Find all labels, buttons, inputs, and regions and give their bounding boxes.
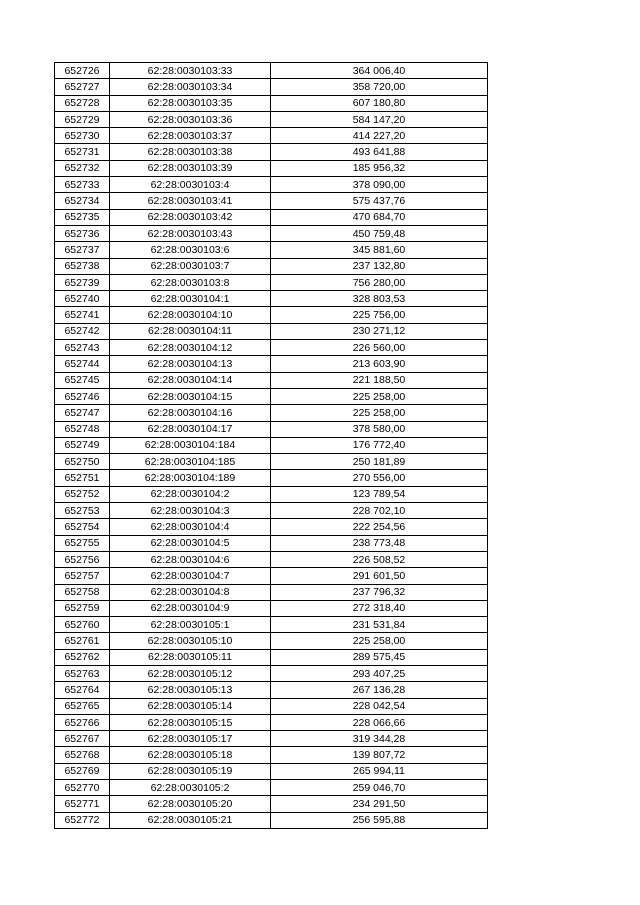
table-row: [55, 225, 488, 241]
row-number-cell: 652755: [55, 535, 110, 551]
cadastral-value-cell: 270 556,00: [271, 470, 488, 486]
cadastral-value-cell: 228 702,10: [271, 503, 488, 519]
cadastral-value-cell: 345 881,60: [271, 242, 488, 258]
cadastral-value-cell: 364 006,40: [271, 63, 488, 79]
row-number-cell: 652757: [55, 568, 110, 584]
cadastral-number-cell: 62:28:0030103:42: [110, 209, 271, 225]
table-row: [55, 568, 488, 584]
cadastral-number-cell: 62:28:0030104:1: [110, 291, 271, 307]
cadastral-number-cell: 62:28:0030103:33: [110, 63, 271, 79]
row-number-cell: 652745: [55, 372, 110, 388]
cadastral-number-cell: 62:28:0030103:6: [110, 242, 271, 258]
row-number-cell: 652756: [55, 551, 110, 567]
cadastral-number-cell: 62:28:0030104:17: [110, 421, 271, 437]
cadastral-value-cell: 176 772,40: [271, 437, 488, 453]
table-row: [55, 111, 488, 127]
row-number-cell: 652754: [55, 519, 110, 535]
cadastral-number-cell: 62:28:0030104:5: [110, 535, 271, 551]
cadastral-value-cell: 265 994,11: [271, 763, 488, 779]
cadastral-value-cell: 226 508,52: [271, 551, 488, 567]
row-number-cell: 652771: [55, 796, 110, 812]
table-row: [55, 274, 488, 290]
cadastral-number-cell: 62:28:0030105:11: [110, 649, 271, 665]
cadastral-number-cell: 62:28:0030103:37: [110, 128, 271, 144]
cadastral-number-cell: 62:28:0030104:10: [110, 307, 271, 323]
row-number-cell: 652727: [55, 79, 110, 95]
cadastral-number-cell: 62:28:0030104:8: [110, 584, 271, 600]
table-row: [55, 617, 488, 633]
table-row: [55, 323, 488, 339]
table-row: [55, 714, 488, 730]
table-row: [55, 486, 488, 502]
cadastral-value-cell: 221 188,50: [271, 372, 488, 388]
table-row: [55, 95, 488, 111]
table-row: [55, 160, 488, 176]
table-row: [55, 470, 488, 486]
row-number-cell: 652743: [55, 340, 110, 356]
row-number-cell: 652751: [55, 470, 110, 486]
row-number-cell: 652728: [55, 95, 110, 111]
cadastral-number-cell: 62:28:0030104:9: [110, 600, 271, 616]
cadastral-value-cell: 291 601,50: [271, 568, 488, 584]
row-number-cell: 652767: [55, 731, 110, 747]
row-number-cell: 652770: [55, 780, 110, 796]
cadastral-value-cell: 256 595,88: [271, 812, 488, 828]
cadastral-number-cell: 62:28:0030104:11: [110, 323, 271, 339]
table-row: [55, 780, 488, 796]
cadastral-number-cell: 62:28:0030103:38: [110, 144, 271, 160]
cadastral-value-cell: 250 181,89: [271, 454, 488, 470]
cadastral-number-cell: 62:28:0030103:36: [110, 111, 271, 127]
cadastral-number-cell: 62:28:0030104:3: [110, 503, 271, 519]
cadastral-number-cell: 62:28:0030105:17: [110, 731, 271, 747]
row-number-cell: 652734: [55, 193, 110, 209]
cadastral-value-cell: 123 789,54: [271, 486, 488, 502]
cadastral-number-cell: 62:28:0030105:20: [110, 796, 271, 812]
row-number-cell: 652744: [55, 356, 110, 372]
cadastral-number-cell: 62:28:0030105:14: [110, 698, 271, 714]
cadastral-value-cell: 231 531,84: [271, 617, 488, 633]
table-row: [55, 128, 488, 144]
cadastral-value-cell: 378 090,00: [271, 177, 488, 193]
row-number-cell: 652732: [55, 160, 110, 176]
table-row: [55, 600, 488, 616]
cadastral-number-cell: 62:28:0030104:185: [110, 454, 271, 470]
cadastral-number-cell: 62:28:0030105:1: [110, 617, 271, 633]
row-number-cell: 652749: [55, 437, 110, 453]
cadastral-number-cell: 62:28:0030104:14: [110, 372, 271, 388]
row-number-cell: 652740: [55, 291, 110, 307]
cadastral-number-cell: 62:28:0030104:4: [110, 519, 271, 535]
cadastral-value-cell: 259 046,70: [271, 780, 488, 796]
table-row: [55, 535, 488, 551]
cadastral-number-cell: 62:28:0030104:189: [110, 470, 271, 486]
row-number-cell: 652760: [55, 617, 110, 633]
cadastral-value-cell: 225 258,00: [271, 405, 488, 421]
cadastral-value-cell: 293 407,25: [271, 665, 488, 681]
table-row: [55, 340, 488, 356]
table-row: [55, 747, 488, 763]
cadastral-number-cell: 62:28:0030105:21: [110, 812, 271, 828]
row-number-cell: 652752: [55, 486, 110, 502]
cadastral-value-cell: 493 641,88: [271, 144, 488, 160]
cadastral-number-cell: 62:28:0030103:34: [110, 79, 271, 95]
cadastral-number-cell: 62:28:0030105:2: [110, 780, 271, 796]
row-number-cell: 652746: [55, 388, 110, 404]
row-number-cell: 652735: [55, 209, 110, 225]
row-number-cell: 652750: [55, 454, 110, 470]
row-number-cell: 652772: [55, 812, 110, 828]
cadastral-value-cell: 225 258,00: [271, 633, 488, 649]
cadastral-value-cell: 328 803,53: [271, 291, 488, 307]
table-row: [55, 519, 488, 535]
cadastral-value-cell: 230 271,12: [271, 323, 488, 339]
cadastral-value-cell: 225 258,00: [271, 388, 488, 404]
row-number-cell: 652731: [55, 144, 110, 160]
row-number-cell: 652765: [55, 698, 110, 714]
row-number-cell: 652769: [55, 763, 110, 779]
table-row: [55, 258, 488, 274]
cadastral-value-cell: 272 318,40: [271, 600, 488, 616]
table-row: [55, 437, 488, 453]
cadastral-value-cell: 378 580,00: [271, 421, 488, 437]
cadastral-value-cell: 414 227,20: [271, 128, 488, 144]
document-sheet: [54, 62, 488, 829]
cadastral-number-cell: 62:28:0030104:12: [110, 340, 271, 356]
cadastral-value-cell: 450 759,48: [271, 225, 488, 241]
table-row: [55, 665, 488, 681]
cadastral-number-cell: 62:28:0030103:35: [110, 95, 271, 111]
table-body: [55, 63, 488, 829]
row-number-cell: 652738: [55, 258, 110, 274]
table-row: [55, 144, 488, 160]
cadastral-value-cell: 213 603,90: [271, 356, 488, 372]
cadastral-number-cell: 62:28:0030104:7: [110, 568, 271, 584]
cadastral-value-cell: 226 560,00: [271, 340, 488, 356]
row-number-cell: 652768: [55, 747, 110, 763]
cadastral-value-cell: 228 042,54: [271, 698, 488, 714]
table-row: [55, 79, 488, 95]
row-number-cell: 652726: [55, 63, 110, 79]
cadastral-value-cell: 222 254,56: [271, 519, 488, 535]
table-row: [55, 503, 488, 519]
row-number-cell: 652741: [55, 307, 110, 323]
table-row: [55, 454, 488, 470]
row-number-cell: 652753: [55, 503, 110, 519]
table-row: [55, 796, 488, 812]
table-row: [55, 763, 488, 779]
cadastral-number-cell: 62:28:0030103:41: [110, 193, 271, 209]
cadastral-number-cell: 62:28:0030103:43: [110, 225, 271, 241]
cadastral-number-cell: 62:28:0030103:39: [110, 160, 271, 176]
row-number-cell: 652763: [55, 665, 110, 681]
cadastral-number-cell: 62:28:0030105:19: [110, 763, 271, 779]
cadastral-number-cell: 62:28:0030103:8: [110, 274, 271, 290]
row-number-cell: 652742: [55, 323, 110, 339]
table-row: [55, 405, 488, 421]
cadastral-value-cell: 237 132,80: [271, 258, 488, 274]
table-row: [55, 63, 488, 79]
table-row: [55, 356, 488, 372]
row-number-cell: 652736: [55, 225, 110, 241]
cadastral-number-cell: 62:28:0030104:2: [110, 486, 271, 502]
cadastral-value-cell: 237 796,32: [271, 584, 488, 600]
cadastral-number-cell: 62:28:0030104:13: [110, 356, 271, 372]
cadastral-value-cell: 238 773,48: [271, 535, 488, 551]
table-row: [55, 307, 488, 323]
table-row: [55, 388, 488, 404]
cadastral-value-cell: 228 066,66: [271, 714, 488, 730]
row-number-cell: 652764: [55, 682, 110, 698]
cadastral-number-cell: 62:28:0030103:4: [110, 177, 271, 193]
row-number-cell: 652762: [55, 649, 110, 665]
cadastral-number-cell: 62:28:0030103:7: [110, 258, 271, 274]
cadastral-value-table: [54, 62, 488, 829]
cadastral-value-cell: 185 956,32: [271, 160, 488, 176]
table-row: [55, 209, 488, 225]
table-row: [55, 551, 488, 567]
table-row: [55, 584, 488, 600]
cadastral-value-cell: 289 575,45: [271, 649, 488, 665]
table-row: [55, 731, 488, 747]
cadastral-value-cell: 358 720,00: [271, 79, 488, 95]
row-number-cell: 652737: [55, 242, 110, 258]
cadastral-number-cell: 62:28:0030105:10: [110, 633, 271, 649]
cadastral-value-cell: 234 291,50: [271, 796, 488, 812]
table-row: [55, 633, 488, 649]
row-number-cell: 652748: [55, 421, 110, 437]
table-row: [55, 682, 488, 698]
cadastral-value-cell: 470 684,70: [271, 209, 488, 225]
row-number-cell: 652739: [55, 274, 110, 290]
cadastral-value-cell: 225 756,00: [271, 307, 488, 323]
row-number-cell: 652759: [55, 600, 110, 616]
cadastral-number-cell: 62:28:0030104:6: [110, 551, 271, 567]
cadastral-value-cell: 267 136,28: [271, 682, 488, 698]
cadastral-number-cell: 62:28:0030105:13: [110, 682, 271, 698]
cadastral-number-cell: 62:28:0030105:15: [110, 714, 271, 730]
cadastral-value-cell: 575 437,76: [271, 193, 488, 209]
row-number-cell: 652730: [55, 128, 110, 144]
row-number-cell: 652729: [55, 111, 110, 127]
table-row: [55, 372, 488, 388]
table-row: [55, 242, 488, 258]
cadastral-value-cell: 607 180,80: [271, 95, 488, 111]
cadastral-number-cell: 62:28:0030104:16: [110, 405, 271, 421]
cadastral-number-cell: 62:28:0030104:15: [110, 388, 271, 404]
table-row: [55, 698, 488, 714]
cadastral-value-cell: 584 147,20: [271, 111, 488, 127]
table-row: [55, 421, 488, 437]
table-row: [55, 291, 488, 307]
cadastral-number-cell: 62:28:0030104:184: [110, 437, 271, 453]
row-number-cell: 652747: [55, 405, 110, 421]
table-row: [55, 649, 488, 665]
row-number-cell: 652733: [55, 177, 110, 193]
table-row: [55, 177, 488, 193]
cadastral-value-cell: 756 280,00: [271, 274, 488, 290]
row-number-cell: 652766: [55, 714, 110, 730]
cadastral-value-cell: 319 344,28: [271, 731, 488, 747]
cadastral-number-cell: 62:28:0030105:18: [110, 747, 271, 763]
cadastral-value-cell: 139 807,72: [271, 747, 488, 763]
cadastral-number-cell: 62:28:0030105:12: [110, 665, 271, 681]
table-row: [55, 193, 488, 209]
table-row: [55, 812, 488, 828]
row-number-cell: 652758: [55, 584, 110, 600]
row-number-cell: 652761: [55, 633, 110, 649]
